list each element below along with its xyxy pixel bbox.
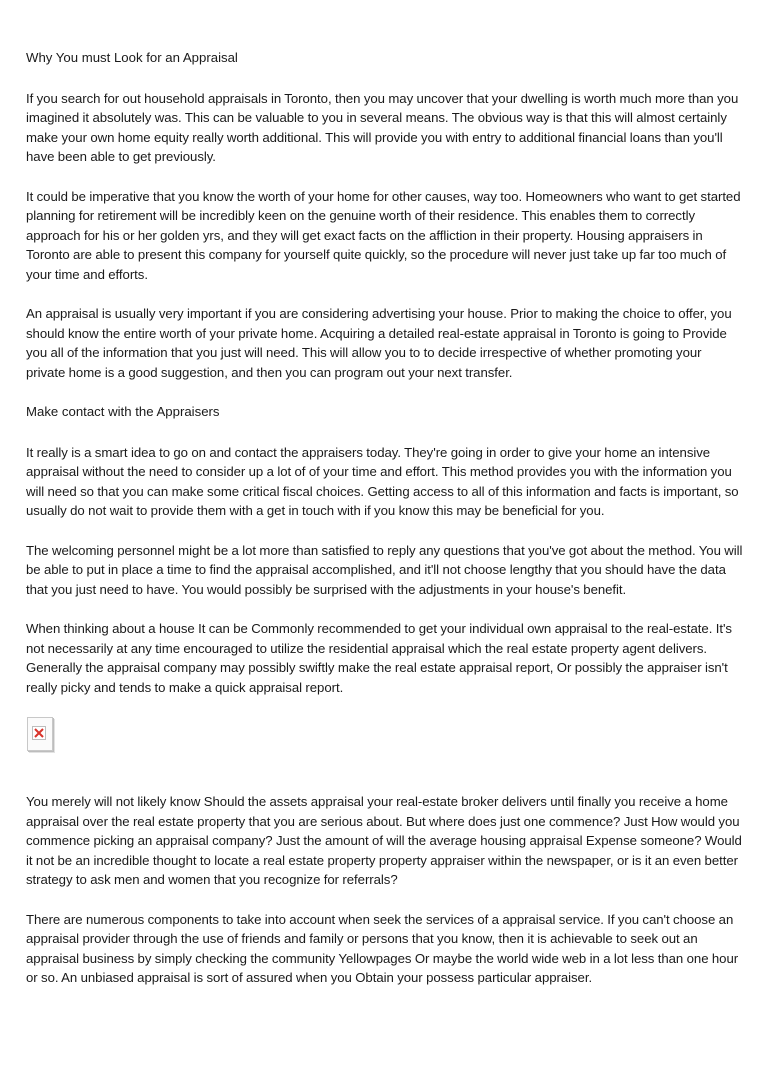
paragraph: It could be imperative that you know the worth of your home for other causes, way too. Homeowners who want to get started planning for retirement will be incredibly keen on the genuine worth of their residence. This enables them to correctly approach for his or her golden yrs, and they will get exact facts on the affliction in their property. Housing appraisers in Toronto are able to present this company for yourself quite quickly, so the procedure will never just take up far too much of your time and efforts. <box>26 188 741 282</box>
paragraph: The welcoming personnel might be a lot more than satisfied to reply any questions that you've got about the method. You will be able to put in place a time to find the appraisal accomplished, and it'll not choose lengthy that you should have the data that you just need to have. You would possibly be surprised with the adjustments in your house's benefit. <box>26 542 743 597</box>
broken-image-icon <box>27 717 53 751</box>
paragraph: It really is a smart idea to go on and contact the appraisers today. They're going in order to give your home an intensive appraisal without the need to consider up a lot of of your time and effort. This method provides you with the information you will need so that you can make some critical fiscal choices. Getting access to all of this information and facts is important, so usually do not wait to provide them with a get in touch with if you know this may be beneficial for you. <box>26 444 739 518</box>
section-heading-why-appraisal: Why You must Look for an Appraisal <box>26 50 238 65</box>
paragraph: An appraisal is usually very important if you are considering advertising your house. Prior to making the choice to offer, you should know the entire worth of your private home. Acquiring a detailed real-estate appraisal in Toronto is going to Provide you all of the information that you just will need. This will allow you to to decide irrespective of whether promoting your private home is a good suggestion, and then you can program out your next transfer. <box>26 306 732 380</box>
document-page <box>26 48 744 1008</box>
broken-image-x-icon <box>32 726 46 740</box>
paragraph: When thinking about a house It can be Commonly recommended to get your individual own appraisal to the real-estate. It's not necessarily at any time encouraged to utilize the residential appraisal which the real estate property agent delivers. Generally the appraisal company may possibly swiftly make the real estate appraisal report, Or possibly the appraiser isn't really picky and tends to make a quick appraisal report. <box>26 621 732 695</box>
paragraph: If you search for out household appraisals in Toronto, then you may uncover that your dwelling is worth much more than you imagined it absolutely was. This can be valuable to you in several means. The obvious way is that this will almost certainly make your own home equity really worth additional. This will provide you with entry to additional financial loans than you'll have been able to get previously. <box>26 90 739 164</box>
red-x-icon <box>34 728 44 738</box>
paragraph: You merely will not likely know Should the assets appraisal your real-estate broker delivers until finally you receive a home appraisal over the real estate property that you are serious about. But where does just one commence? Just How would you commence picking an appraisal company? Just the amount of will the average housing appraisal Expense someone? Would it not be an incredible thought to locate a real estate property property appraiser within the newspaper, or is it an even better strategy to ask men and women that you recognize for referrals? <box>26 794 742 887</box>
section-heading-contact-appraisers: Make contact with the Appraisers <box>26 404 220 419</box>
paragraph: There are numerous components to take into account when seek the services of a appraisal service. If you can't choose an appraisal provider through the use of friends and family or persons that you know, then it is achievable to seek out an appraisal business by simply checking the community Yellowpages Or maybe the world wide web in a lot less than one hour or so. An unbiased appraisal is sort of assured when you Obtain your possess particular appraiser. <box>26 911 739 985</box>
